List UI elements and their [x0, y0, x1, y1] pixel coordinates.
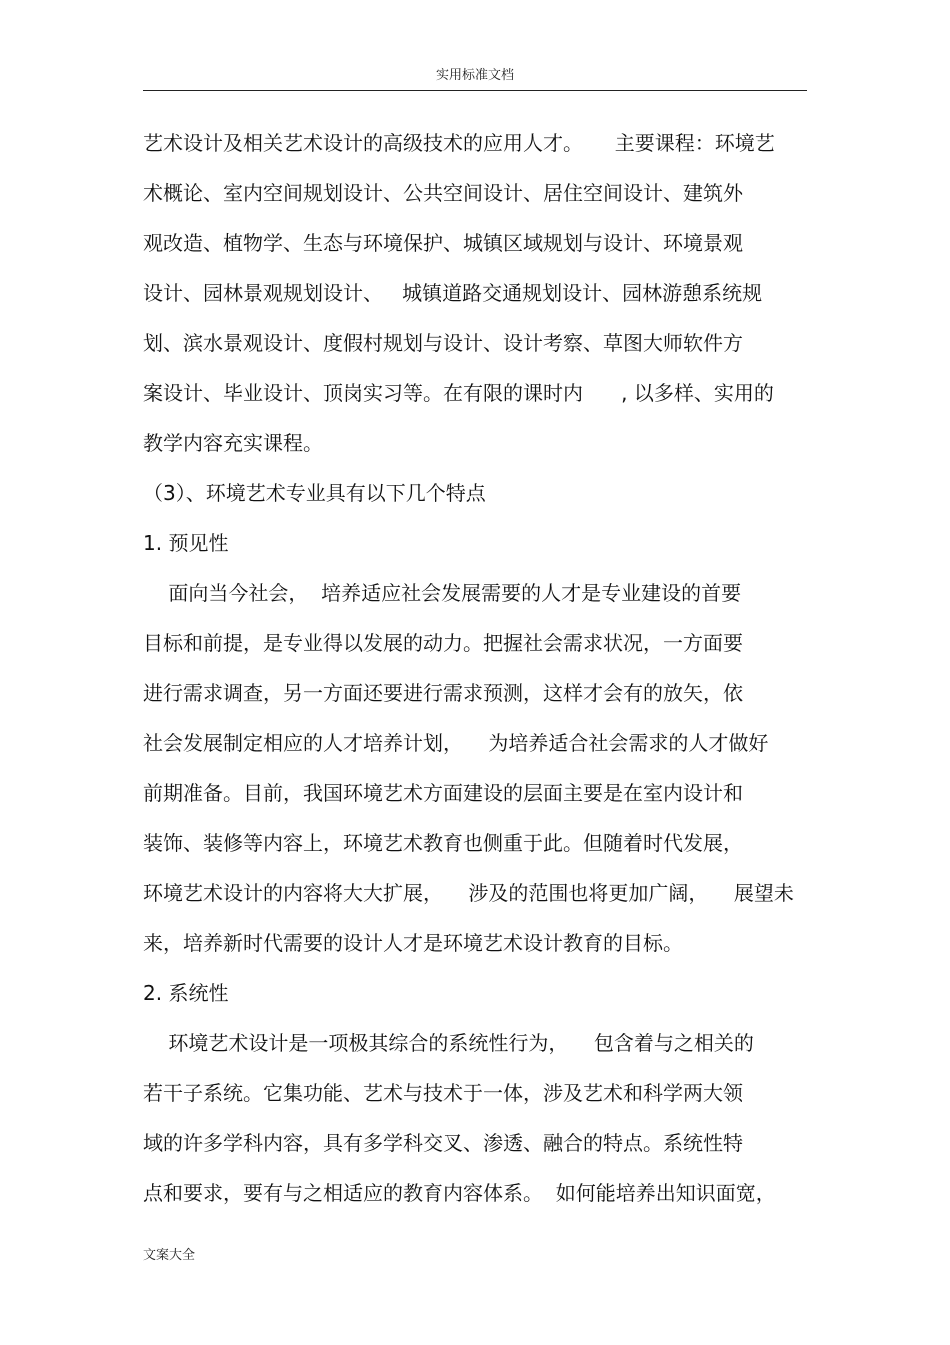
text-line: 环境艺术设计的内容将大大扩展， 涉及的范围也将更加广阔， 展望未: [143, 881, 794, 905]
text-line: 装饰、装修等内容上，环境艺术教育也侧重于此。但随着时代发展，: [143, 831, 743, 855]
subsection-heading: 2. 系统性: [143, 981, 229, 1005]
text-line: 面向当今社会， 培养适应社会发展需要的人才是专业建设的首要: [143, 581, 742, 605]
text-line: 若干子系统。它集功能、艺术与技术于一体，涉及艺术和科学两大领: [143, 1081, 743, 1105]
text-line: 目标和前提，是专业得以发展的动力。把握社会需求状况，一方面要: [143, 631, 743, 655]
text-line: 艺术设计及相关艺术设计的高级技术的应用人才。 主要课程：环境艺: [143, 131, 775, 155]
text-line: 点和要求，要有与之相适应的教育内容体系。 如何能培养出知识面宽，: [143, 1181, 776, 1205]
header-title: 实用标准文档: [435, 68, 514, 83]
text-line: 划、滨水景观设计、度假村规划与设计、设计考察、草图大师软件方: [143, 331, 743, 355]
page-footer: [143, 1246, 195, 1266]
text-line: 域的许多学科内容，具有多学科交叉、渗透、融合的特点。系统性特: [143, 1131, 743, 1155]
text-line: 教学内容充实课程。: [143, 431, 323, 455]
text-line: 案设计、毕业设计、顶岗实习等。在有限的课时内 , 以多样、实用的: [143, 381, 774, 405]
document-body: [143, 118, 813, 1218]
page-header: [143, 62, 807, 91]
section-heading: （3）、环境艺术专业具有以下几个特点: [143, 481, 486, 505]
text-line: 环境艺术设计是一项极其综合的系统性行为， 包含着与之相关的: [143, 1031, 754, 1055]
text-line: 观改造、植物学、生态与环境保护、城镇区域规划与设计、环境景观: [143, 231, 743, 255]
text-line: 术概论、室内空间规划设计、公共空间设计、居住空间设计、建筑外: [143, 181, 743, 205]
text-line: 进行需求调查，另一方面还要进行需求预测，这样才会有的放矢，依: [143, 681, 743, 705]
text-line: 前期准备。目前，我国环境艺术方面建设的层面主要是在室内设计和: [143, 781, 743, 805]
text-line: 社会发展制定相应的人才培养计划， 为培养适合社会需求的人才做好: [143, 731, 769, 755]
text-line: 来，培养新时代需要的设计人才是环境艺术设计教育的目标。: [143, 931, 683, 955]
text-line: 设计、园林景观规划设计、 城镇道路交通规划设计、园林游憩系统规: [143, 281, 763, 305]
footer-text: 文案大全: [143, 1248, 196, 1263]
subsection-heading: 1. 预见性: [143, 531, 229, 555]
